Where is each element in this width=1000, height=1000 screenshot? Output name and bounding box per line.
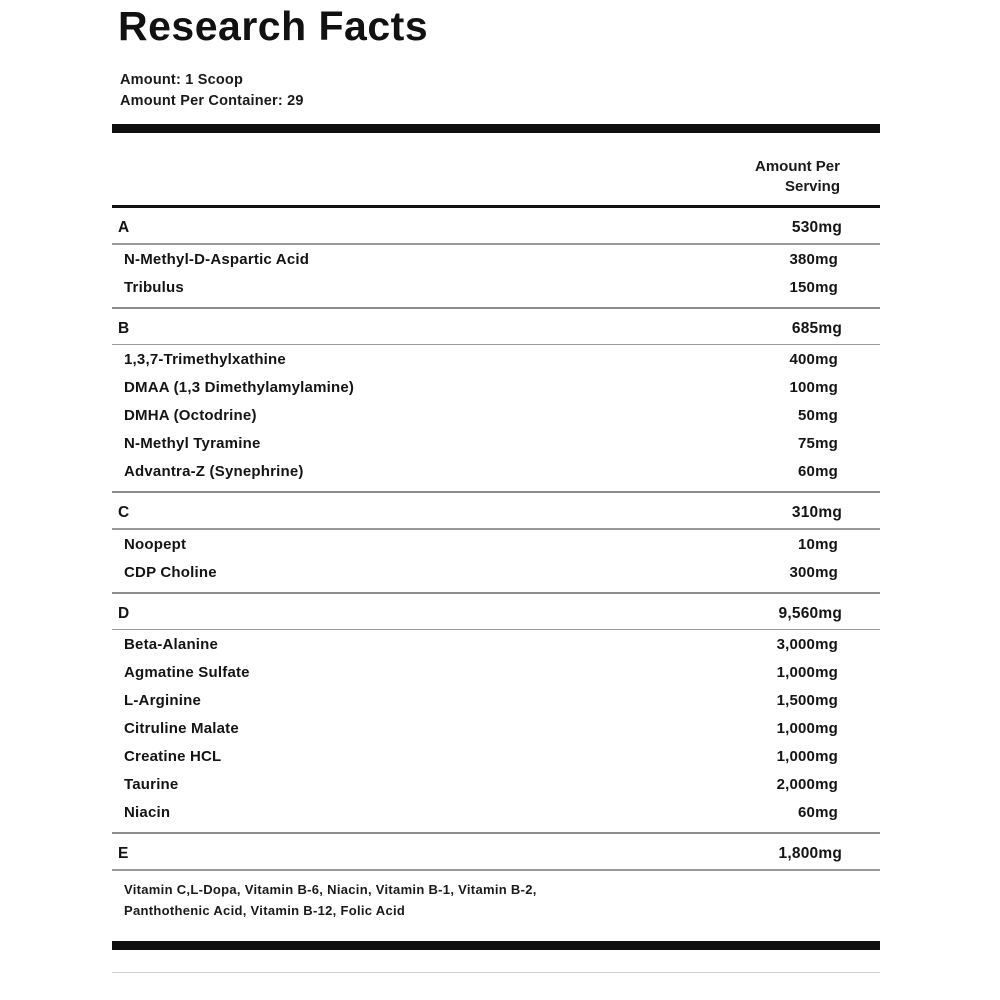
ingredient-amount: 75mg <box>798 435 838 452</box>
ingredient-name: Noopept <box>124 535 187 553</box>
ingredient-row <box>112 245 880 273</box>
ingredient-row <box>112 273 880 301</box>
ingredient-row <box>112 714 880 742</box>
ingredient-amount: 1,000mg <box>776 664 838 681</box>
ingredient-name: DMAA (1,3 Dimethylamylamine) <box>124 379 355 396</box>
ingredient-amount: 380mg <box>789 250 838 268</box>
top-rule <box>112 124 880 133</box>
ingredient-amount: 3,000mg <box>776 636 838 653</box>
group-name: B <box>118 319 130 337</box>
group-row <box>112 497 880 528</box>
ingredient-name: Tribulus <box>124 278 184 296</box>
ingredient-name: Beta-Alanine <box>124 636 219 653</box>
ingredient-amount: 50mg <box>798 407 838 424</box>
ingredient-name: 1,3,7-Trimethylxathine <box>124 351 286 368</box>
ingredient-row <box>112 345 880 373</box>
ingredient-amount: 2,000mg <box>776 776 838 793</box>
ingredient-row <box>112 798 880 826</box>
ingredient-row <box>112 457 880 485</box>
group-name: C <box>118 504 130 521</box>
ingredient-amount: 60mg <box>798 463 838 480</box>
ingredient-footnote <box>112 871 880 931</box>
ingredient-name: Taurine <box>124 776 179 793</box>
group-row <box>112 598 880 629</box>
ingredient-name: N-Methyl Tyramine <box>124 435 261 452</box>
group-row <box>112 313 880 344</box>
ingredient-row <box>112 530 880 558</box>
ingredient-amount: 10mg <box>798 535 838 553</box>
ingredient-amount: 1,000mg <box>776 720 838 737</box>
group-name: D <box>118 604 130 622</box>
ingredient-amount: 150mg <box>789 278 838 296</box>
ingredient-row <box>112 686 880 714</box>
ingredient-amount: 1,500mg <box>776 692 838 709</box>
serving-info <box>120 70 304 112</box>
amount-per-serving-line1: Amount Per <box>754 158 840 175</box>
page-title: Research Facts <box>118 3 429 49</box>
amount-per-serving-header <box>755 157 840 197</box>
ingredient-name: L-Arginine <box>124 692 201 709</box>
ingredient-row <box>112 742 880 770</box>
group-block-e <box>112 834 880 937</box>
group-block-c <box>112 493 880 592</box>
group-block-b <box>112 309 880 492</box>
group-row <box>112 838 880 869</box>
ingredient-name: CDP Choline <box>124 563 217 581</box>
ingredient-name: DMHA (Octodrine) <box>124 407 257 424</box>
group-amount: 9,560mg <box>778 604 842 622</box>
ingredient-row <box>112 658 880 686</box>
ingredient-amount: 300mg <box>789 563 838 581</box>
group-amount: 310mg <box>791 504 842 521</box>
group-row <box>112 212 880 243</box>
amount-per-serving-line2: Serving <box>784 178 840 195</box>
ingredient-name: Niacin <box>124 804 171 821</box>
group-amount: 1,800mg <box>778 845 842 862</box>
ingredient-name: Advantra-Z (Synephrine) <box>124 463 304 480</box>
ingredient-amount: 1,000mg <box>776 748 838 765</box>
bottom-rule <box>112 941 880 950</box>
group-name: E <box>118 845 129 862</box>
ingredient-row <box>112 373 880 401</box>
ingredient-row <box>112 770 880 798</box>
serving-amount: Amount: 1 Scoop <box>120 72 244 88</box>
group-amount: 685mg <box>791 319 842 337</box>
ingredient-amount: 60mg <box>798 804 838 821</box>
footnote-line-2: Panthothenic Acid, Vitamin B-12, Folic Acid <box>124 902 406 918</box>
footer-divider <box>112 972 880 974</box>
ingredient-name: Creatine HCL <box>124 748 222 765</box>
column-header <box>112 133 880 205</box>
ingredient-name: Citruline Malate <box>124 720 239 737</box>
ingredient-row <box>112 630 880 658</box>
ingredient-amount: 400mg <box>789 351 838 368</box>
group-amount: 530mg <box>791 219 842 236</box>
group-block-d <box>112 594 880 833</box>
facts-table <box>112 124 880 973</box>
group-block-a <box>112 208 880 307</box>
ingredient-row <box>112 401 880 429</box>
ingredient-row <box>112 429 880 457</box>
servings-per-container: Amount Per Container: 29 <box>120 93 304 109</box>
ingredient-name: N-Methyl-D-Aspartic Acid <box>124 250 310 268</box>
footnote-line-1: Vitamin C,L-Dopa, Vitamin B-6, Niacin, Vitamin B-1, Vitamin B-2, <box>124 881 537 897</box>
ingredient-name: Agmatine Sulfate <box>124 664 250 681</box>
ingredient-row <box>112 558 880 586</box>
ingredient-amount: 100mg <box>789 379 838 396</box>
group-name: A <box>118 219 130 236</box>
